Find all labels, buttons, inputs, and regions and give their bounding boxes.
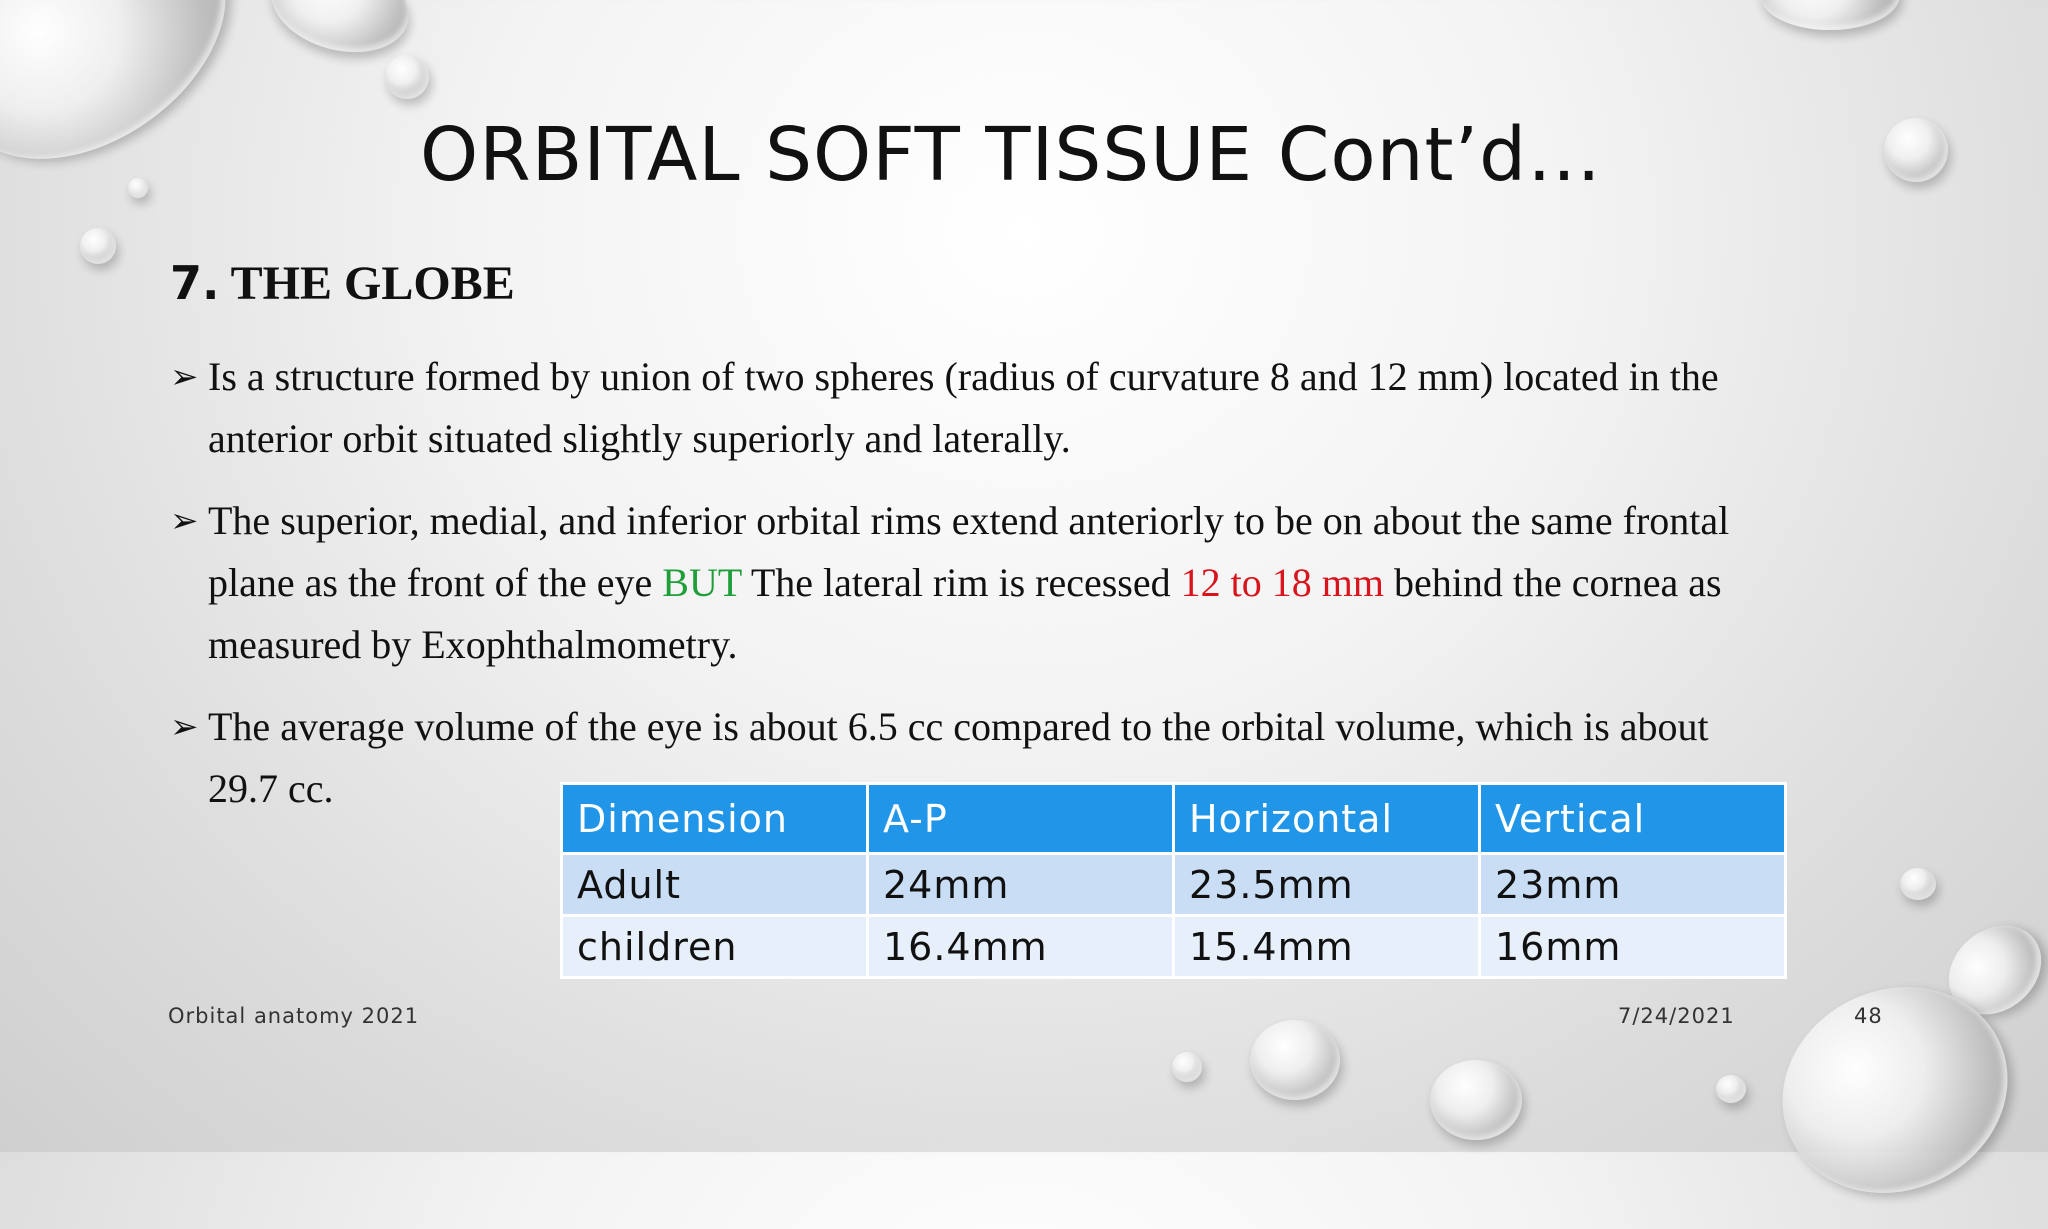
water-drop-decoration bbox=[128, 178, 148, 198]
arrow-bullet-icon: ➢ bbox=[170, 501, 199, 541]
water-drop-decoration bbox=[1250, 1020, 1340, 1100]
water-drop-decoration bbox=[1884, 118, 1948, 182]
water-drop-decoration bbox=[1716, 1075, 1746, 1103]
water-drop-decoration bbox=[1760, 0, 1900, 30]
bullet-item bbox=[170, 346, 1850, 470]
highlight-range: 12 to 18 mm bbox=[1180, 560, 1384, 605]
bullet-text: The average volume of the eye is about 6.5 cc compared to the orbital volume, which is about 29.7 cc. bbox=[208, 704, 1709, 811]
footer-text: Orbital anatomy 2021 bbox=[168, 1004, 420, 1028]
water-drop-decoration bbox=[1430, 1060, 1522, 1140]
table-header-cell: Horizontal bbox=[1174, 784, 1480, 854]
bullet-item bbox=[170, 490, 1850, 676]
table-header-cell: A-P bbox=[868, 784, 1174, 854]
section-heading-text: THE GLOBE bbox=[230, 257, 515, 310]
slide-number: 48 bbox=[1854, 1004, 1883, 1028]
arrow-bullet-icon: ➢ bbox=[170, 707, 199, 747]
table-cell: 16mm bbox=[1480, 916, 1786, 978]
table-cell: Adult bbox=[562, 854, 868, 916]
table-cell: 24mm bbox=[868, 854, 1174, 916]
water-drop-decoration bbox=[1172, 1052, 1202, 1082]
water-drop-decoration bbox=[1900, 868, 1936, 900]
table-row bbox=[562, 916, 1786, 978]
table-header-cell: Vertical bbox=[1480, 784, 1786, 854]
bullet-text: Is a structure formed by union of two spheres (radius of curvature 8 and 12 mm) located in the anterior orbit situated slightly superiorly and laterally. bbox=[208, 354, 1719, 461]
bullet-text: The superior, medial, and inferior orbital rims extend anteriorly to be on about the same frontal plane as the front of the eye BUT The lateral rim is recessed 12 to 18 mm behind the cornea as measured by Exophthalmometry. bbox=[208, 498, 1730, 667]
table-header-cell: Dimension bbox=[562, 784, 868, 854]
table-cell: 16.4mm bbox=[868, 916, 1174, 978]
table-header-row bbox=[562, 784, 1786, 854]
water-drop-decoration bbox=[80, 228, 116, 264]
table-row bbox=[562, 854, 1786, 916]
table-cell: 23.5mm bbox=[1174, 854, 1480, 916]
water-drop-decoration bbox=[385, 55, 429, 99]
table-cell: 23mm bbox=[1480, 854, 1786, 916]
dimensions-table bbox=[560, 782, 1787, 979]
section-heading bbox=[170, 256, 515, 311]
footer-date: 7/24/2021 bbox=[1618, 1004, 1735, 1028]
water-drop-decoration bbox=[0, 0, 270, 208]
table-cell: 15.4mm bbox=[1174, 916, 1480, 978]
slide-title: ORBITAL SOFT TISSUE Cont’d… bbox=[420, 112, 1603, 198]
highlight-but: BUT bbox=[662, 560, 742, 605]
arrow-bullet-icon: ➢ bbox=[170, 357, 199, 397]
table-cell: children bbox=[562, 916, 868, 978]
water-drop-decoration bbox=[261, 0, 420, 67]
section-number: 7. bbox=[170, 256, 220, 310]
